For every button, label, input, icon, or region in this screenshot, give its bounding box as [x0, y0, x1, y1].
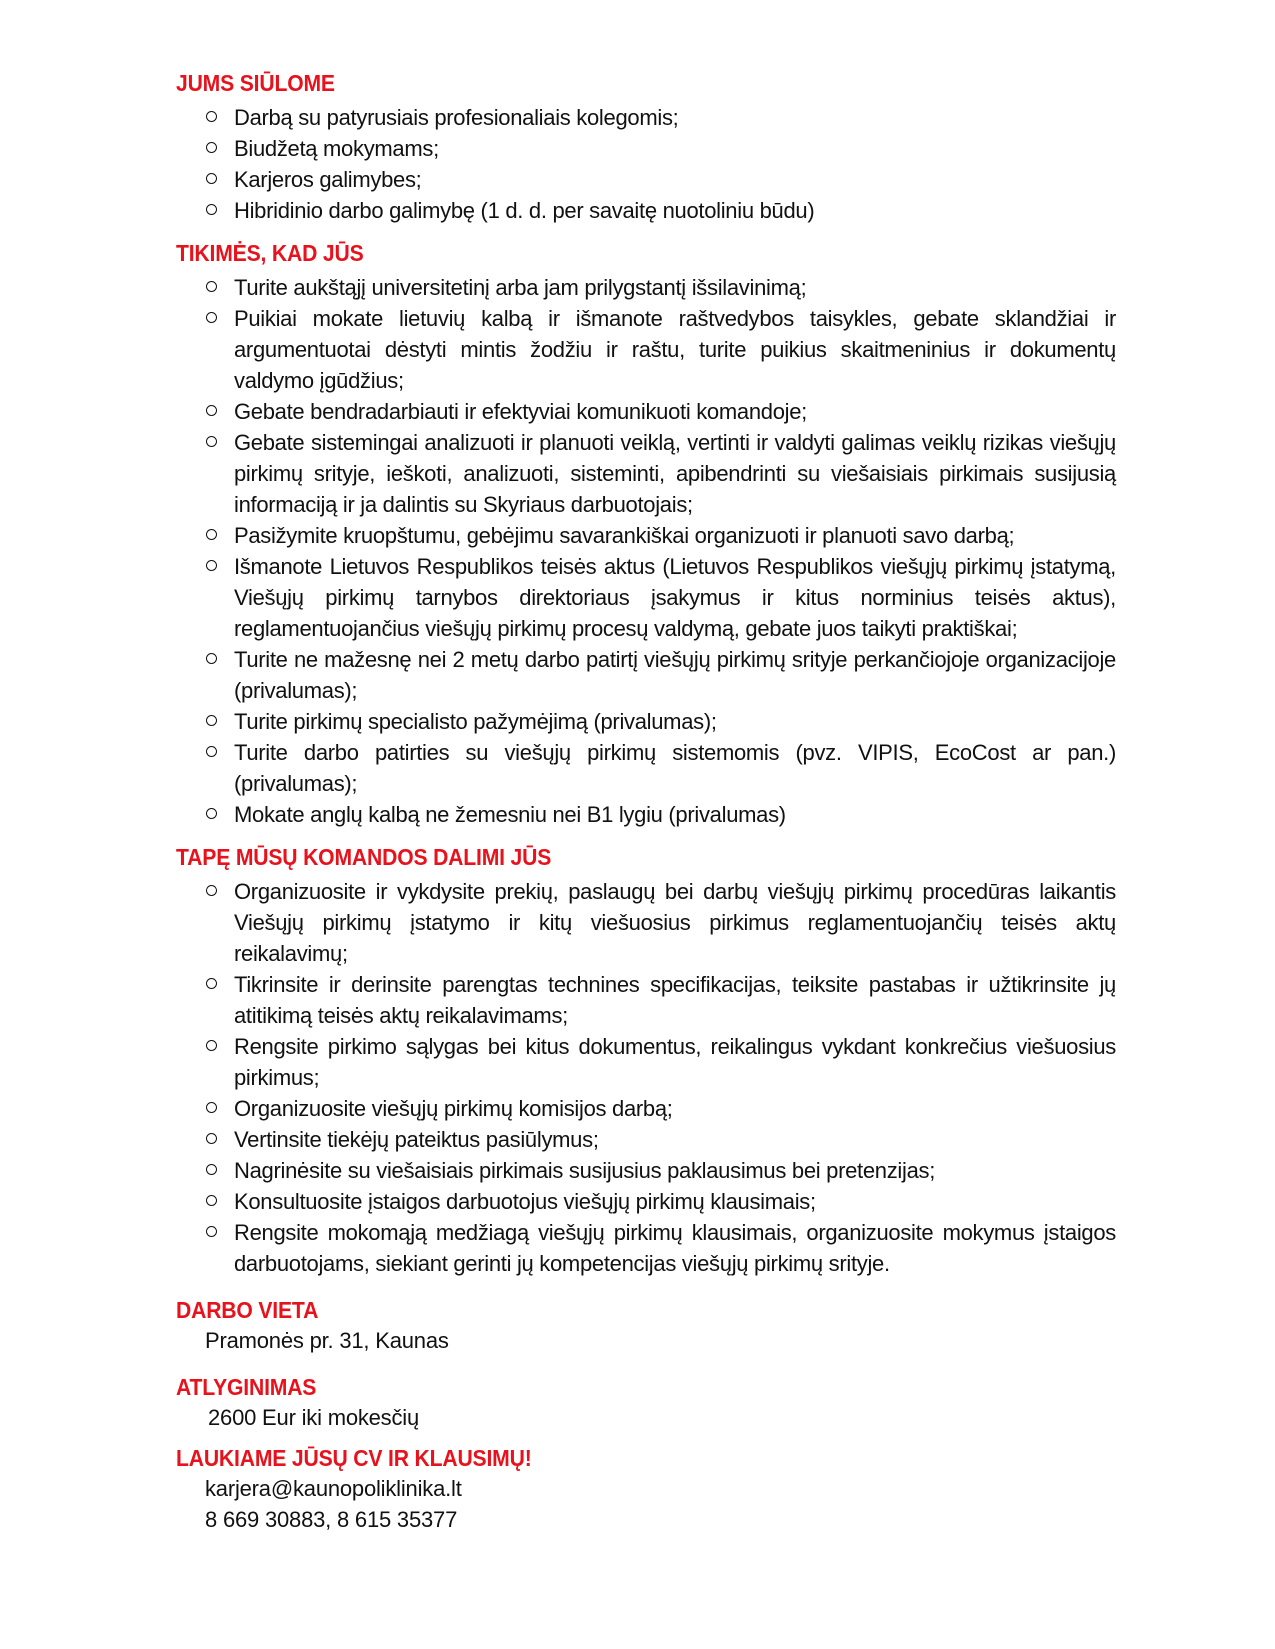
- duties-list: [176, 876, 1116, 1279]
- list-item-text: Nagrinėsite su viešaisiais pirkimais susijusius paklausimus bei pretenzijas;: [234, 1158, 936, 1183]
- list-item-text: Konsultuosite įstaigos darbuotojus viešųjų pirkimų klausimais;: [234, 1189, 816, 1214]
- list-item-text: Mokate anglų kalbą ne žemesniu nei B1 lygiu (privalumas): [234, 802, 786, 827]
- list-item: [176, 1031, 1116, 1093]
- list-item: [176, 272, 1116, 303]
- circle-bullet-icon: [206, 1040, 217, 1051]
- circle-bullet-icon: [206, 653, 217, 664]
- circle-bullet-icon: [206, 978, 217, 989]
- circle-bullet-icon: [206, 1164, 217, 1175]
- list-item: [176, 164, 1116, 195]
- offer-list: [176, 102, 1116, 226]
- list-item-text: Gebate sistemingai analizuoti ir planuoti veiklą, vertinti ir valdyti galimas veiklų rizikas viešųjų pirkimų srityje, ieškoti, analizuoti, sisteminti, apibendrinti su viešaisiais pirkimais susijusią informaciją ir ja dalintis su Skyriaus darbuotojais;: [234, 430, 1116, 517]
- circle-bullet-icon: [206, 529, 217, 540]
- list-item: [176, 303, 1116, 396]
- list-item: [176, 1093, 1116, 1124]
- circle-bullet-icon: [206, 1133, 217, 1144]
- circle-bullet-icon: [206, 715, 217, 726]
- circle-bullet-icon: [206, 1195, 217, 1206]
- list-item: [176, 1217, 1116, 1279]
- list-item-text: Turite darbo patirties su viešųjų pirkimų sistemomis (pvz. VIPIS, EcoCost ar pan.) (privalumas);: [234, 740, 1116, 796]
- list-item: [176, 1155, 1116, 1186]
- list-item: [176, 195, 1116, 226]
- section-title-workplace: DARBO VIETA: [176, 1297, 319, 1323]
- list-item-text: Gebate bendradarbiauti ir efektyviai komunikuoti komandoje;: [234, 399, 807, 424]
- list-item: [176, 799, 1116, 830]
- list-item-text: Puikiai mokate lietuvių kalbą ir išmanote raštvedybos taisykles, gebate sklandžiai ir argumentuotai dėstyti mintis žodžiu ir raštu, turite puikius skaitmeninius ir dokumentų valdymo įgūdžius;: [234, 306, 1116, 393]
- list-item-text: Darbą su patyrusiais profesionaliais kolegomis;: [234, 105, 679, 130]
- salary-value: 2600 Eur iki mokesčių: [208, 1405, 420, 1430]
- circle-bullet-icon: [206, 281, 217, 292]
- list-item-text: Hibridinio darbo galimybę (1 d. d. per savaitę nuotoliniu būdu): [234, 198, 815, 223]
- list-item: [176, 133, 1116, 164]
- circle-bullet-icon: [206, 142, 217, 153]
- circle-bullet-icon: [206, 1226, 217, 1237]
- list-item: [176, 706, 1116, 737]
- section-title-contact: LAUKIAME JŪSŲ CV IR KLAUSIMŲ!: [176, 1445, 532, 1471]
- list-item-text: Turite aukštąjį universitetinį arba jam prilygstantį išsilavinimą;: [234, 275, 807, 300]
- list-item-text: Organizuosite ir vykdysite prekių, paslaugų bei darbų viešųjų pirkimų procedūras laikantis Viešųjų pirkimų įstatymo ir kitų viešuosius pirkimus reglamentuojančių teisės aktų reikalavimų;: [234, 879, 1116, 966]
- list-item: [176, 427, 1116, 520]
- section-title-duties: TAPĘ MŪSŲ KOMANDOS DALIMI JŪS: [176, 844, 552, 870]
- circle-bullet-icon: [206, 560, 217, 571]
- job-ad-document: [176, 68, 1116, 1535]
- list-item-text: Turite ne mažesnę nei 2 metų darbo patirtį viešųjų pirkimų srityje perkančiojoje organizacijoje (privalumas);: [234, 647, 1116, 703]
- list-item-text: Tikrinsite ir derinsite parengtas technines specifikacijas, teiksite pastabas ir užtikrinsite jų atitikimą teisės aktų reikalavimams;: [234, 972, 1116, 1028]
- section-title-salary: ATLYGINIMAS: [176, 1374, 317, 1400]
- circle-bullet-icon: [206, 808, 217, 819]
- circle-bullet-icon: [206, 436, 217, 447]
- circle-bullet-icon: [206, 885, 217, 896]
- circle-bullet-icon: [206, 405, 217, 416]
- list-item: [176, 876, 1116, 969]
- list-item-text: Organizuosite viešųjų pirkimų komisijos darbą;: [234, 1096, 673, 1121]
- list-item-text: Karjeros galimybes;: [234, 167, 422, 192]
- list-item: [176, 396, 1116, 427]
- workplace-address: Pramonės pr. 31, Kaunas: [205, 1328, 449, 1353]
- circle-bullet-icon: [206, 111, 217, 122]
- section-title-offer: JUMS SIŪLOME: [176, 70, 335, 96]
- circle-bullet-icon: [206, 204, 217, 215]
- list-item-text: Vertinsite tiekėjų pateiktus pasiūlymus;: [234, 1127, 599, 1152]
- list-item-text: Rengsite pirkimo sąlygas bei kitus dokumentus, reikalingus vykdant konkrečius viešuosius pirkimus;: [234, 1034, 1116, 1090]
- list-item-text: Biudžetą mokymams;: [234, 136, 439, 161]
- requirements-list: [176, 272, 1116, 830]
- list-item: [176, 520, 1116, 551]
- circle-bullet-icon: [206, 1102, 217, 1113]
- list-item: [176, 1186, 1116, 1217]
- section-title-requirements: TIKIMĖS, KAD JŪS: [176, 240, 364, 266]
- contact-phones: 8 669 30883, 8 615 35377: [205, 1507, 458, 1532]
- list-item: [176, 102, 1116, 133]
- circle-bullet-icon: [206, 746, 217, 757]
- list-item: [176, 644, 1116, 706]
- circle-bullet-icon: [206, 173, 217, 184]
- list-item-text: Išmanote Lietuvos Respublikos teisės aktus (Lietuvos Respublikos viešųjų pirkimų įstatymą, Viešųjų pirkimų tarnybos direktoriaus įsakymus ir kitus norminius teisės aktus), reglamentuojančius viešųjų pirkimų procesų valdymą, gebate juos taikyti praktiškai;: [234, 554, 1116, 641]
- list-item: [176, 969, 1116, 1031]
- list-item: [176, 551, 1116, 644]
- list-item-text: Turite pirkimų specialisto pažymėjimą (privalumas);: [234, 709, 717, 734]
- list-item-text: Pasižymite kruopštumu, gebėjimu savarankiškai organizuoti ir planuoti savo darbą;: [234, 523, 1015, 548]
- list-item: [176, 737, 1116, 799]
- contact-email[interactable]: karjera@kaunopoliklinika.lt: [205, 1476, 462, 1501]
- list-item: [176, 1124, 1116, 1155]
- circle-bullet-icon: [206, 312, 217, 323]
- list-item-text: Rengsite mokomąją medžiagą viešųjų pirkimų klausimais, organizuosite mokymus įstaigos darbuotojams, siekiant gerinti jų kompetencijas viešųjų pirkimų srityje.: [234, 1220, 1116, 1276]
